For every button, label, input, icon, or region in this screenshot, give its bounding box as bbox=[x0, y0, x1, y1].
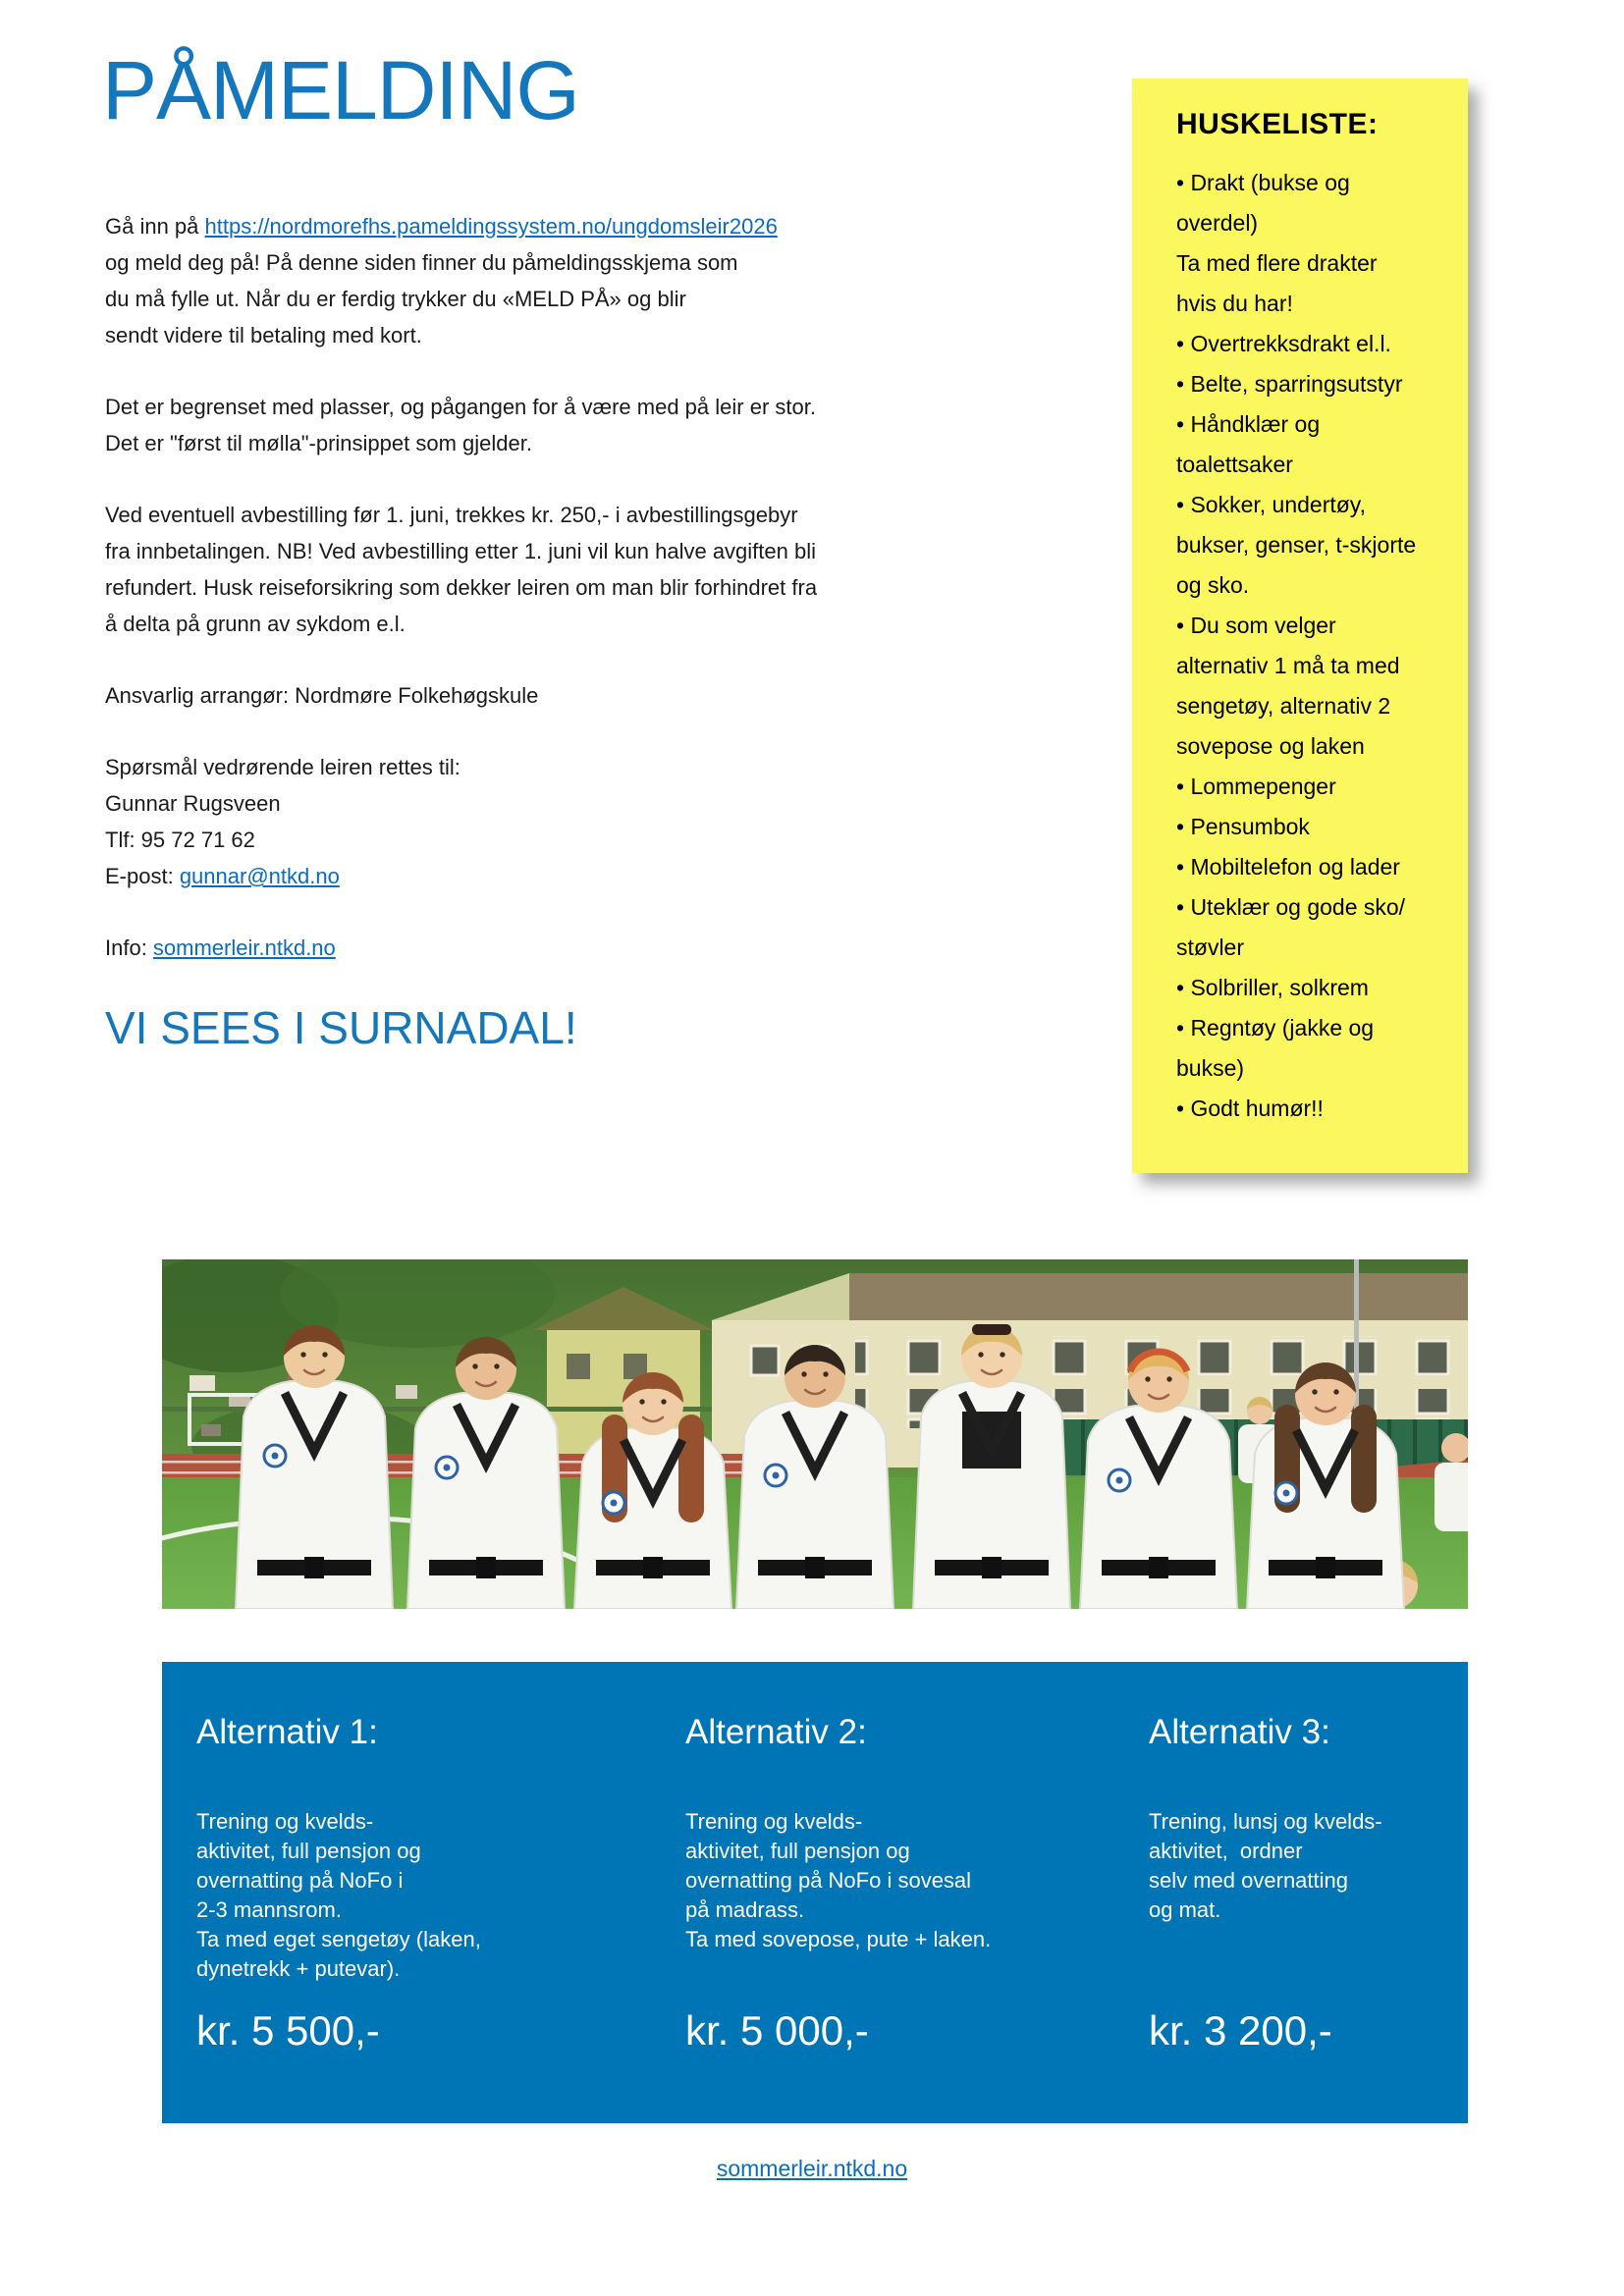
alternative-2-price: kr. 5 000,- bbox=[685, 2007, 869, 2054]
text-line: bukser, genser, t-skjorte bbox=[1176, 532, 1417, 558]
text-line: • Regntøy (jakke og bbox=[1176, 1015, 1375, 1041]
alternative-2-description bbox=[685, 1807, 991, 1954]
text-line: • Overtrekksdrakt el.l. bbox=[1176, 331, 1391, 356]
info-line bbox=[105, 930, 891, 966]
text-line: fra innbetalingen. NB! Ved avbestilling etter 1. juni vil kun halve avgiften bli bbox=[105, 539, 816, 563]
text-line: overnatting på NoFo i sovesal bbox=[685, 1868, 972, 1893]
registration-link[interactable]: https://nordmorefhs.pameldingssystem.no/ungdomsleir2026 bbox=[204, 214, 778, 239]
email-label: E-post: bbox=[105, 864, 180, 888]
text-line: 2-3 mannsrom. bbox=[196, 1897, 342, 1922]
text-line: sengetøy, alternativ 2 bbox=[1176, 693, 1391, 719]
text-line: • Belte, sparringsutstyr bbox=[1176, 371, 1403, 397]
huskeliste-items bbox=[1176, 163, 1444, 1129]
text-line: aktivitet, full pensjon og bbox=[196, 1839, 421, 1863]
text-line: du må fylle ut. Når du er ferdig trykker du «MELD PÅ» og blir bbox=[105, 287, 686, 311]
text-line: • Godt humør!! bbox=[1176, 1095, 1324, 1121]
intro-prefix: Gå inn på bbox=[105, 214, 205, 239]
text-line: • Lommepenger bbox=[1176, 774, 1336, 799]
intro-lines bbox=[105, 244, 891, 353]
camp-photo bbox=[162, 1259, 1468, 1609]
text-line: sovepose og laken bbox=[1176, 733, 1365, 759]
text-line: • Drakt (bukse og bbox=[1176, 170, 1350, 195]
text-line: sendt videre til betaling med kort. bbox=[105, 323, 422, 347]
text-line: • Mobiltelefon og lader bbox=[1176, 854, 1400, 880]
email-link[interactable]: gunnar@ntkd.no bbox=[179, 864, 340, 888]
text-line: aktivitet, full pensjon og bbox=[685, 1839, 910, 1863]
text-line: Ta med sovepose, pute + laken. bbox=[685, 1927, 992, 1951]
info-label: Info: bbox=[105, 935, 153, 960]
text-line: Ta med eget sengetøy (laken, bbox=[196, 1927, 481, 1951]
text-line: alternativ 1 må ta med bbox=[1176, 653, 1400, 678]
text-line: Det er begrenset med plasser, og pågangen for å være med på leir er stor. bbox=[105, 395, 816, 419]
alternative-3-description bbox=[1149, 1807, 1382, 1925]
text-line: Det er "først til mølla"-prinsippet som gjelder. bbox=[105, 431, 532, 455]
text-line: aktivitet, ordner bbox=[1149, 1839, 1303, 1863]
text-line: • Sokker, undertøy, bbox=[1176, 492, 1366, 517]
alternative-2 bbox=[685, 1662, 1117, 2123]
alternatives-panel bbox=[162, 1662, 1468, 2123]
text-line: toalettsaker bbox=[1176, 452, 1293, 477]
footer bbox=[0, 2156, 1624, 2182]
text-line: • Uteklær og gode sko/ bbox=[1176, 894, 1406, 920]
text-line: overdel) bbox=[1176, 210, 1259, 236]
alternative-1-heading: Alternativ 1: bbox=[196, 1713, 378, 1751]
huskeliste-panel bbox=[1132, 79, 1468, 1173]
text-line: Trening og kvelds- bbox=[685, 1809, 863, 1834]
text-line: hvis du har! bbox=[1176, 291, 1293, 316]
alternative-1-price: kr. 5 500,- bbox=[196, 2007, 380, 2054]
alternative-3-price: kr. 3 200,- bbox=[1149, 2007, 1332, 2054]
alternative-1-description bbox=[196, 1807, 481, 1984]
text-line: • Pensumbok bbox=[1176, 814, 1310, 839]
text-line: og sko. bbox=[1176, 572, 1250, 598]
organizer-line: Ansvarlig arrangør: Nordmøre Folkehøgskule bbox=[105, 683, 539, 708]
text-line: på madrass. bbox=[685, 1897, 805, 1922]
text-line: støvler bbox=[1176, 934, 1244, 960]
text-line: Trening, lunsj og kvelds- bbox=[1149, 1809, 1382, 1834]
text-line: • Håndklær og bbox=[1176, 411, 1321, 437]
alternative-1 bbox=[196, 1662, 628, 2123]
capacity-paragraph bbox=[105, 389, 891, 461]
info-link[interactable]: sommerleir.ntkd.no bbox=[152, 935, 336, 960]
text-line: • Solbriller, solkrem bbox=[1176, 975, 1369, 1000]
text-line: og mat. bbox=[1149, 1897, 1221, 1922]
footer-link[interactable]: sommerleir.ntkd.no bbox=[716, 2156, 908, 2181]
page-title: PÅMELDING bbox=[102, 44, 579, 136]
main-text-column bbox=[105, 208, 891, 1055]
intro-line-with-link bbox=[105, 208, 891, 244]
text-line: dynetrekk + putevar). bbox=[196, 1956, 401, 1981]
contact-name: Gunnar Rugsveen bbox=[105, 791, 281, 816]
text-line: selv med overnatting bbox=[1149, 1868, 1348, 1893]
text-line: overnatting på NoFo i bbox=[196, 1868, 404, 1893]
huskeliste-title: HUSKELISTE: bbox=[1176, 108, 1379, 140]
text-line: å delta på grunn av sykdom e.l. bbox=[105, 612, 406, 636]
text-line: bukse) bbox=[1176, 1055, 1245, 1081]
alternative-3 bbox=[1149, 1662, 1581, 2123]
text-line: Trening og kvelds- bbox=[196, 1809, 374, 1834]
text-line: Ved eventuell avbestilling før 1. juni, trekkes kr. 250,- i avbestillingsgebyr bbox=[105, 503, 798, 527]
closing-headline: VI SEES I SURNADAL! bbox=[105, 1002, 577, 1053]
alternative-3-heading: Alternativ 3: bbox=[1149, 1713, 1330, 1751]
text-line: refundert. Husk reiseforsikring som dekker leiren om man blir forhindret fra bbox=[105, 575, 818, 600]
contact-email-line bbox=[105, 858, 891, 894]
cancellation-paragraph bbox=[105, 497, 891, 642]
intro-paragraph bbox=[105, 208, 891, 353]
contact-phone: Tlf: 95 72 71 62 bbox=[105, 828, 255, 852]
contact-block bbox=[105, 749, 891, 894]
text-line: • Du som velger bbox=[1176, 613, 1336, 638]
alternative-2-heading: Alternativ 2: bbox=[685, 1713, 867, 1751]
text-line: Ta med flere drakter bbox=[1176, 250, 1378, 276]
text-line: og meld deg på! På denne siden finner du påmeldingsskjema som bbox=[105, 250, 738, 275]
camp-photo-illustration bbox=[162, 1259, 1468, 1609]
contact-heading: Spørsmål vedrørende leiren rettes til: bbox=[105, 755, 460, 779]
